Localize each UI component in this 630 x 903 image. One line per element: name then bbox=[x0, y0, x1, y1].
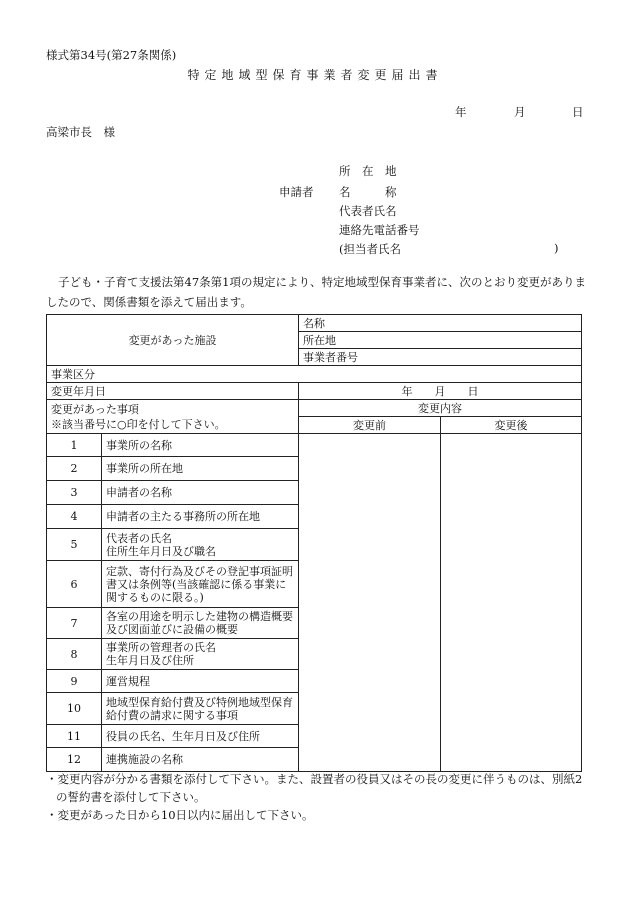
change-date-field[interactable]: 年 月 日 bbox=[299, 383, 582, 400]
item-num[interactable]: 12 bbox=[47, 748, 102, 772]
applicant-contact-open: (担当者氏名 bbox=[339, 242, 401, 256]
document-title: 特定地域型保育事業者変更届出書 bbox=[187, 68, 443, 82]
item-num[interactable]: 7 bbox=[47, 608, 102, 639]
applicant-phone-label: 連絡先電話番号 bbox=[339, 223, 420, 237]
item-num[interactable]: 6 bbox=[47, 561, 102, 608]
date-year: 年 bbox=[455, 105, 467, 119]
facility-label: 変更があった施設 bbox=[47, 315, 299, 366]
applicant-rep-label: 代表者氏名 bbox=[339, 204, 397, 218]
item-num[interactable]: 9 bbox=[47, 670, 102, 693]
note-item: ・変更があった日から10日以内に届出して下さい。 bbox=[46, 808, 314, 822]
item-num[interactable]: 5 bbox=[47, 529, 102, 561]
item-num[interactable]: 11 bbox=[47, 725, 102, 748]
content-label: 変更内容 bbox=[299, 400, 582, 417]
change-item-label bbox=[47, 400, 299, 434]
item-text: 代表者の氏名 住所生年月日及び職名 bbox=[102, 529, 299, 561]
before-content-cell[interactable] bbox=[299, 434, 441, 772]
item-num[interactable]: 2 bbox=[47, 457, 102, 481]
after-label: 変更後 bbox=[441, 417, 582, 434]
item-text: 事業所の名称 bbox=[102, 434, 299, 457]
item-text: 申請者の主たる事務所の所在地 bbox=[102, 505, 299, 529]
business-type-field[interactable]: 事業区分 bbox=[47, 366, 582, 383]
item-num[interactable]: 1 bbox=[47, 434, 102, 457]
item-text: 地域型保育給付費及び特例地域型保育給付費の請求に関する事項 bbox=[102, 693, 299, 725]
date-month: 月 bbox=[514, 105, 526, 119]
change-item-label-line2: ※該当番号に○印を付して下さい。 bbox=[51, 417, 226, 431]
item-num[interactable]: 10 bbox=[47, 693, 102, 725]
item-text: 事業所の所在地 bbox=[102, 457, 299, 481]
applicant-name-label: 名 称 bbox=[339, 185, 397, 199]
date-day: 日 bbox=[572, 105, 584, 119]
item-text: 事業所の管理者の氏名 生年月日及び住所 bbox=[102, 639, 299, 670]
item-text: 申請者の名称 bbox=[102, 481, 299, 505]
item-num[interactable]: 3 bbox=[47, 481, 102, 505]
addressee: 高梁市長 様 bbox=[46, 125, 115, 139]
item-num[interactable]: 8 bbox=[47, 639, 102, 670]
facility-name-field[interactable]: 名称 bbox=[299, 315, 582, 332]
note-item: ・変更内容が分かる書類を添付して下さい。また、設置者の役員又はその長の変更に伴うものは、別紙2の誓約書を添付して下さい。 bbox=[46, 772, 583, 804]
item-text: 運営規程 bbox=[102, 670, 299, 693]
facility-address-field[interactable]: 所在地 bbox=[299, 332, 582, 349]
before-label: 変更前 bbox=[299, 417, 441, 434]
after-content-cell[interactable] bbox=[441, 434, 582, 772]
form-id: 様式第34号(第27条関係) bbox=[46, 48, 177, 62]
item-text: 役員の氏名、生年月日及び住所 bbox=[102, 725, 299, 748]
item-text: 定款、寄付行為及びその登記事項証明書又は条例等(当該確認に係る事業に関するものに限る。) bbox=[102, 561, 299, 608]
applicant-label: 申請者 bbox=[279, 185, 314, 199]
notes bbox=[46, 770, 586, 824]
body-text: 子ども・子育て支援法第47条第1項の規定により、特定地域型保育事業者に、次のとおり変更がありましたので、関係書類を添えて届出ます。 bbox=[46, 275, 586, 309]
item-text: 連携施設の名称 bbox=[102, 748, 299, 772]
change-item-label-line1: 変更があった事項 bbox=[51, 402, 139, 416]
change-table bbox=[46, 314, 582, 772]
facility-number-field[interactable]: 事業者番号 bbox=[299, 349, 582, 366]
applicant-contact-close: ) bbox=[554, 241, 559, 255]
item-text: 各室の用途を明示した建物の構造概要及び図面並びに設備の概要 bbox=[102, 608, 299, 639]
item-num[interactable]: 4 bbox=[47, 505, 102, 529]
change-date-label: 変更年月日 bbox=[47, 383, 299, 400]
applicant-address-label: 所 在 地 bbox=[339, 164, 397, 178]
